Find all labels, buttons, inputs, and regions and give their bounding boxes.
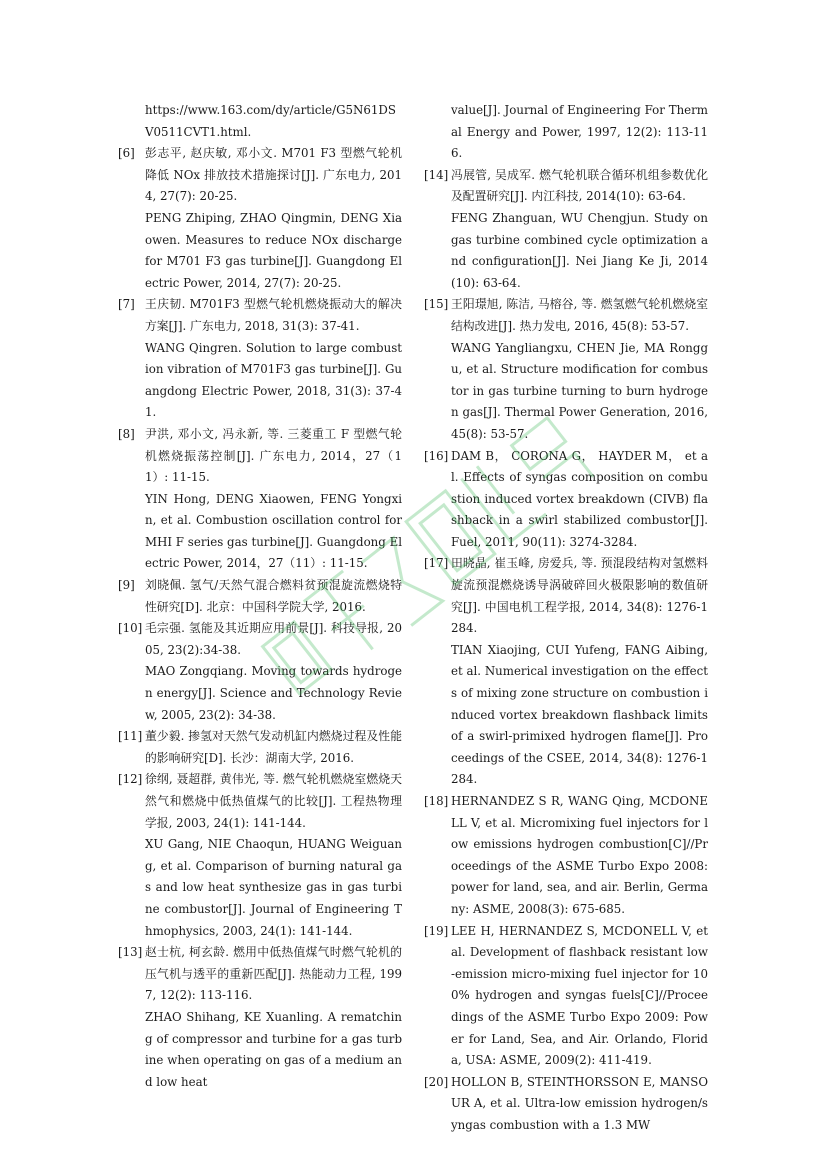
reference-item — [118, 618, 402, 726]
reference-text: WANG Yangliangxu, CHEN Jie, MA Ronggu, et al. Structure modification for combustor in gas turbine turning to burn hydrogen gas[J]. Thermal Power Generation, 2016, 45(8): 53-57. — [451, 340, 708, 441]
reference-number: [12] — [118, 772, 143, 787]
reference-item — [118, 294, 402, 424]
reference-text: 王庆韧. M701F3 型燃气轮机燃烧振动大的解决方案[J]. 广东电力, 2018, 31(3): 37-41. — [145, 297, 402, 333]
reference-text: YIN Hong, DENG Xiaowen, FENG Yongxin, et al. Combustion oscillation control for MHI F series gas turbine[J]. Guangdong Electric Power, 2014，27（11）: 11-15. — [145, 491, 402, 571]
reference-text: PENG Zhiping, ZHAO Qingmin, DENG Xiaowen. Measures to reduce NOx discharge for M701 F3 gas turbine[J]. Guangdong Electric Power, 2014, 27(7): 20-25. — [145, 210, 402, 290]
reference-item — [424, 921, 708, 1072]
reference-text: 尹洪, 邓小文, 冯永新, 等. 三菱重工 F 型燃气轮机燃烧振荡控制[J]. 广东电力, 2014，27（11）: 11-15. — [145, 426, 402, 485]
reference-item — [118, 942, 402, 1093]
reference-number: [8] — [118, 426, 135, 441]
reference-number: [14] — [424, 167, 449, 182]
reference-text: HOLLON B, STEINTHORSSON E, MANSOUR A, et al. Ultra-low emission hydrogen/syngas combustion with a 1.3 MW — [451, 1074, 708, 1132]
reference-item — [424, 791, 708, 921]
reference-text: 彭志平, 赵庆敏, 邓小文. M701 F3 型燃气轮机降低 NOx 排放技术措施探讨[J]. 广东电力, 2014, 27(7): 20-25. — [145, 146, 402, 204]
reference-text: LEE H, HERNANDEZ S, MCDONELL V, et al. Development of flashback resistant low-emission micro-mixing fuel injector for 100% hydrogen and syngas fuels[C]//Proceedings of the ASME Turbo Expo 2009: Power for Land, Sea, and Air. Orlando, Florida, USA: ASME, 2009(2): 411-419. — [451, 923, 708, 1068]
reference-number: [11] — [118, 729, 143, 744]
reference-number: [20] — [424, 1074, 449, 1089]
reference-text: WANG Qingren. Solution to large combustion vibration of M701F3 gas turbine[J]. Guangdong Electric Power, 2018, 31(3): 37-41. — [145, 340, 402, 420]
reference-text: 冯展管, 吴成军. 燃气轮机联合循环机组参数优化及配置研究[J]. 内江科技, 2014(10): 63-64. — [451, 167, 708, 204]
reference-item — [118, 100, 402, 143]
reference-column-left — [118, 100, 402, 1093]
reference-item — [424, 294, 708, 445]
reference-text: 王阳璟旭, 陈洁, 马榕谷, 等. 燃氢燃气轮机燃烧室结构改进[J]. 热力发电, 2016, 45(8): 53-57. — [451, 297, 708, 333]
reference-text: HERNANDEZ S R, WANG Qing, MCDONELL V, et al. Micromixing fuel injectors for low emissions hydrogen combustion[C]//Proceedings of the ASME Turbo Expo 2008: power for land, sea, and air. Berlin, Germany: ASME, 2008(3): 675-685. — [451, 794, 708, 916]
reference-text: value[J]. Journal of Engineering For Thermal Energy and Power, 1997, 12(2): 113-116. — [451, 103, 708, 161]
reference-text: XU Gang, NIE Chaoqun, HUANG Weiguang, et al. Comparison of burning natural gas and low heat synthesize gas in gas turbine combustor[J]. Journal of Engineering Thmophysics, 2003, 24(1): 141-144. — [145, 837, 402, 938]
reference-text: FENG Zhanguan, WU Chengjun. Study on gas turbine combined cycle optimization and configuration[J]. Nei Jiang Ke Ji, 2014(10): 63-64. — [451, 210, 708, 290]
reference-text: TIAN Xiaojing, CUI Yufeng, FANG Aibing, et al. Numerical investigation on the effects of mixing zone structure on combustion induced vortex breakdown flashback limits of a swirl-primixed hydrogen flame[J]. Proceedings of the CSEE, 2014, 34(8): 1276-1284. — [451, 642, 708, 787]
reference-number: [16] — [424, 448, 449, 463]
reference-number: [9] — [118, 578, 135, 593]
reference-number: [6] — [118, 146, 135, 161]
reference-number: [15] — [424, 297, 449, 312]
reference-number: [13] — [118, 945, 143, 960]
reference-item — [424, 1072, 708, 1137]
reference-item — [424, 165, 708, 295]
reference-item — [118, 575, 402, 618]
reference-item — [118, 726, 402, 769]
reference-number: [18] — [424, 794, 449, 808]
reference-item — [118, 143, 402, 294]
reference-text: 董少毅. 掺氢对天然气发动机缸内燃烧过程及性能的影响研究[D]. 长沙：湖南大学, 2016. — [145, 729, 402, 765]
reference-item — [118, 424, 402, 575]
reference-text: 田晓晶, 崔玉峰, 房爱兵, 等. 预混段结构对氢燃料旋流预混燃烧诱导涡破碎回火极限影响的数值研究[J]. 中国电机工程学报, 2014, 34(8): 1276-1284. — [451, 556, 708, 636]
reference-column-right — [424, 100, 708, 1137]
reference-text: 徐纲, 聂超群, 黄伟光, 等. 燃气轮机燃烧室燃烧天然气和燃烧中低热值煤气的比较[J]. 工程热物理学报, 2003, 24(1): 141-144. — [145, 772, 402, 830]
reference-item — [424, 553, 708, 791]
reference-text: 赵士杭, 柯玄龄. 燃用中低热值煤气时燃气轮机的压气机与透平的重新匹配[J]. 热能动力工程, 1997, 12(2): 113-116. — [145, 945, 402, 1003]
reference-text: https://www.163.com/dy/article/G5N61DSV0511CVT1.html. — [145, 103, 396, 139]
reference-text: MAO Zongqiang. Moving towards hydrogen energy[J]. Science and Technology Review, 2005, 23(2): 34-38. — [145, 664, 402, 722]
reference-text: DAM B， CORONA G， HAYDER M， et al. Effects of syngas composition on combustion induced vortex breakdown (CIVB) flashback in a swirl stabilized combustor[J]. Fuel, 2011, 90(11): 3274-3284. — [451, 448, 708, 549]
reference-number: [10] — [118, 621, 143, 636]
reference-item — [118, 769, 402, 942]
reference-number: [7] — [118, 297, 135, 312]
reference-text: 刘晓佩. 氢气/天然气混合燃料贫预混旋流燃烧特性研究[D]. 北京：中国科学院大学, 2016. — [145, 578, 402, 614]
reference-text: ZHAO Shihang, KE Xuanling. A rematching of compressor and turbine for a gas turbine when operating on gas of a medium and low heat — [145, 1009, 402, 1089]
reference-text: 毛宗强. 氢能及其近期应用前景[J]. 科技导报, 2005, 23(2):34-38. — [145, 621, 402, 657]
reference-item — [424, 100, 708, 165]
reference-number: [19] — [424, 923, 449, 938]
reference-item — [424, 446, 708, 554]
reference-number: [17] — [424, 556, 449, 571]
